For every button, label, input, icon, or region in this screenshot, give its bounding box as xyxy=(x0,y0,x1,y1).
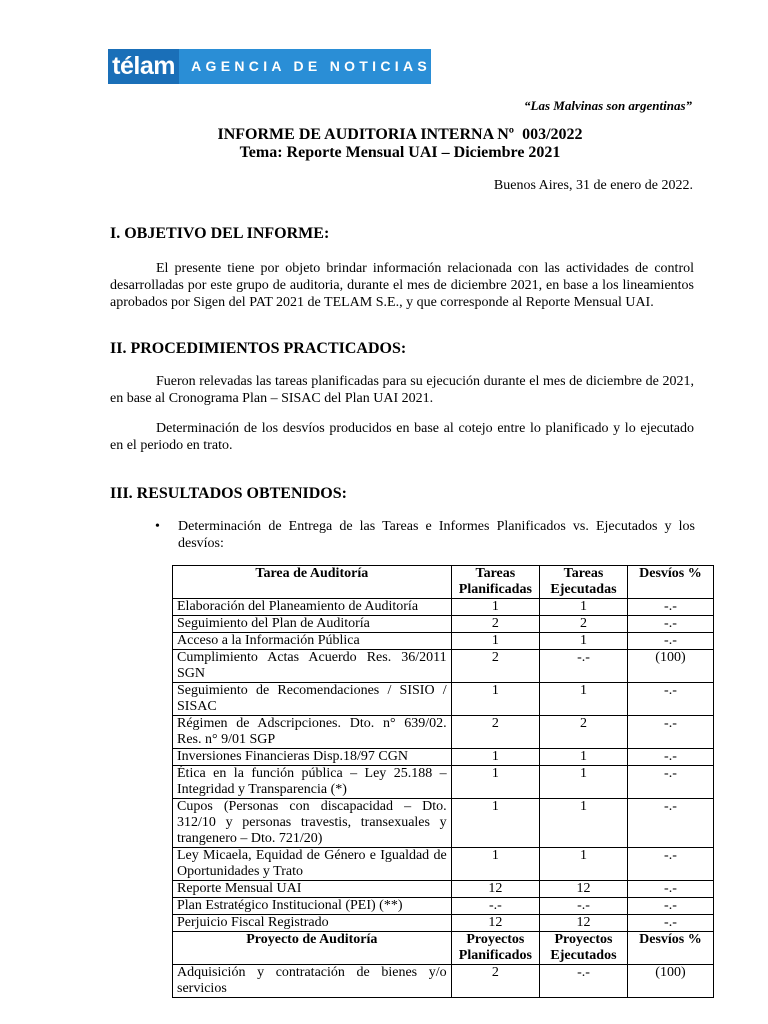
motto: “Las Malvinas son argentinas” xyxy=(524,98,692,113)
section-heading-resultados: III. RESULTADOS OBTENIDOS: xyxy=(110,485,347,502)
header-tarea: Tarea de Auditoría xyxy=(173,566,452,599)
table-row xyxy=(173,848,714,881)
table-body xyxy=(173,599,714,932)
report-date: Buenos Aires, 31 de enero de 2022. xyxy=(493,178,693,193)
table-row xyxy=(173,965,714,998)
cell-tarea: Elaboración del Planeamiento de Auditoría xyxy=(173,599,452,616)
cell-ejecutadas: 1 xyxy=(540,799,628,848)
cell-desvios: -.- xyxy=(627,683,713,716)
table-row xyxy=(173,915,714,932)
cell-tarea: Seguimiento de Recomendaciones / SISIO / SISAC xyxy=(173,683,452,716)
cell-tarea: Ley Micaela, Equidad de Género e Igualdad de Oportunidades y Trato xyxy=(173,848,452,881)
header-proyectos-ejecutados: Proyectos Ejecutados xyxy=(540,932,628,965)
header-ejecutadas: Tareas Ejecutadas xyxy=(540,566,628,599)
cell-ejecutadas: 12 xyxy=(540,881,628,898)
logo-subtitle: AGENCIA DE NOTICIAS xyxy=(191,58,431,74)
cell-ejecutadas: -.- xyxy=(540,898,628,915)
cell-desvios: -.- xyxy=(627,749,713,766)
cell-tarea: Perjuicio Fiscal Registrado xyxy=(173,915,452,932)
cell-ejecutadas: 2 xyxy=(540,716,628,749)
cell-ejecutadas: -.- xyxy=(540,965,628,998)
logo-brand: télam xyxy=(108,49,179,84)
cell-planificadas: 1 xyxy=(451,599,539,616)
cell-planificadas: 2 xyxy=(451,965,539,998)
cell-planificadas: 2 xyxy=(451,616,539,633)
section-text-objetivo: El presente tiene por objeto brindar información relacionada con las actividades de control desarrolladas por este grupo de auditoria, durante el mes de diciembre 2021, en base a los lineamientos aprobados por Sigen del PAT 2021 de TELAM S.E., y que corresponde al Reporte Mensual UAI. xyxy=(110,261,694,310)
cell-desvios: -.- xyxy=(627,799,713,848)
table-row xyxy=(173,633,714,650)
cell-ejecutadas: 1 xyxy=(540,683,628,716)
table-row xyxy=(173,616,714,633)
cell-desvios: -.- xyxy=(627,881,713,898)
cell-desvios: -.- xyxy=(627,716,713,749)
cell-desvios: -.- xyxy=(627,898,713,915)
table-row xyxy=(173,881,714,898)
cell-ejecutadas: 1 xyxy=(540,749,628,766)
cell-planificadas: 1 xyxy=(451,749,539,766)
cell-desvios: -.- xyxy=(627,915,713,932)
cell-tarea: Cumplimiento Actas Acuerdo Res. 36/2011 SGN xyxy=(173,650,452,683)
cell-tarea: Reporte Mensual UAI xyxy=(173,881,452,898)
cell-desvios: -.- xyxy=(627,616,713,633)
table-row xyxy=(173,650,714,683)
cell-planificadas: 12 xyxy=(451,881,539,898)
report-title-line2: Tema: Reporte Mensual UAI – Diciembre 2021 xyxy=(239,144,561,161)
cell-planificadas: 2 xyxy=(451,716,539,749)
cell-planificadas: 1 xyxy=(451,848,539,881)
results-table xyxy=(172,565,714,998)
table-row xyxy=(173,799,714,848)
cell-tarea: Plan Estratégico Institucional (PEI) (**) xyxy=(173,898,452,915)
header-proyectos-planificados: Proyectos Planificados xyxy=(451,932,539,965)
table-row xyxy=(173,766,714,799)
table-body-proyectos xyxy=(173,965,714,998)
section-text-procedimientos-2: Determinación de los desvíos producidos en base al cotejo entre lo planificado y lo ejecutado en el periodo en trato. xyxy=(110,421,694,453)
cell-tarea: Inversiones Financieras Disp.18/97 CGN xyxy=(173,749,452,766)
section-heading-objetivo: I. OBJETIVO DEL INFORME: xyxy=(110,225,330,242)
cell-desvios: (100) xyxy=(627,965,713,998)
cell-tarea: Régimen de Adscripciones. Dto. n° 639/02. Res. n° 9/01 SGP xyxy=(173,716,452,749)
cell-desvios: (100) xyxy=(627,650,713,683)
cell-tarea: Ética en la función pública – Ley 25.188 – Integridad y Transparencia (*) xyxy=(173,766,452,799)
telam-logo xyxy=(108,49,431,84)
cell-tarea: Adquisición y contratación de bienes y/o servicios xyxy=(173,965,452,998)
table-row xyxy=(173,599,714,616)
report-title xyxy=(0,126,768,162)
cell-planificadas: 12 xyxy=(451,915,539,932)
bullet-icon: • xyxy=(155,519,160,534)
header-proyectos-desvios: Desvíos % xyxy=(627,932,713,965)
cell-desvios: -.- xyxy=(627,599,713,616)
header-proyecto: Proyecto de Auditoría xyxy=(173,932,452,965)
header-desvios: Desvíos % xyxy=(627,566,713,599)
cell-ejecutadas: 1 xyxy=(540,766,628,799)
header-planificadas: Tareas Planificadas xyxy=(451,566,539,599)
cell-tarea: Seguimiento del Plan de Auditoría xyxy=(173,616,452,633)
cell-planificadas: 1 xyxy=(451,799,539,848)
section-heading-procedimientos: II. PROCEDIMIENTOS PRACTICADOS: xyxy=(110,340,407,357)
cell-ejecutadas: 1 xyxy=(540,848,628,881)
table-header-row-proyectos xyxy=(173,932,714,965)
table-row xyxy=(173,749,714,766)
cell-desvios: -.- xyxy=(627,848,713,881)
cell-tarea: Acceso a la Información Pública xyxy=(173,633,452,650)
bullet-text: Determinación de Entrega de las Tareas e Informes Planificados vs. Ejecutados y los desvíos: xyxy=(178,519,695,551)
table-header-row xyxy=(173,566,714,599)
cell-planificadas: 1 xyxy=(451,633,539,650)
cell-ejecutadas: 1 xyxy=(540,599,628,616)
cell-planificadas: 1 xyxy=(451,766,539,799)
cell-tarea: Cupos (Personas con discapacidad – Dto. 312/10 y personas travestis, transexuales y trangenero – Dto. 721/20) xyxy=(173,799,452,848)
cell-desvios: -.- xyxy=(627,766,713,799)
cell-ejecutadas: 1 xyxy=(540,633,628,650)
bullet-item xyxy=(155,518,695,552)
cell-ejecutadas: -.- xyxy=(540,650,628,683)
table-row xyxy=(173,683,714,716)
table-row xyxy=(173,898,714,915)
cell-planificadas: 1 xyxy=(451,683,539,716)
cell-ejecutadas: 2 xyxy=(540,616,628,633)
report-title-line1: INFORME DE AUDITORIA INTERNA Nº 003/2022 xyxy=(217,126,583,143)
section-text-procedimientos-1: Fueron relevadas las tareas planificadas para su ejecución durante el mes de diciembre de 2021, en base al Cronograma Plan – SISAC del Plan UAI 2021. xyxy=(110,374,694,406)
cell-desvios: -.- xyxy=(627,633,713,650)
table-row xyxy=(173,716,714,749)
cell-ejecutadas: 12 xyxy=(540,915,628,932)
cell-planificadas: 2 xyxy=(451,650,539,683)
cell-planificadas: -.- xyxy=(451,898,539,915)
